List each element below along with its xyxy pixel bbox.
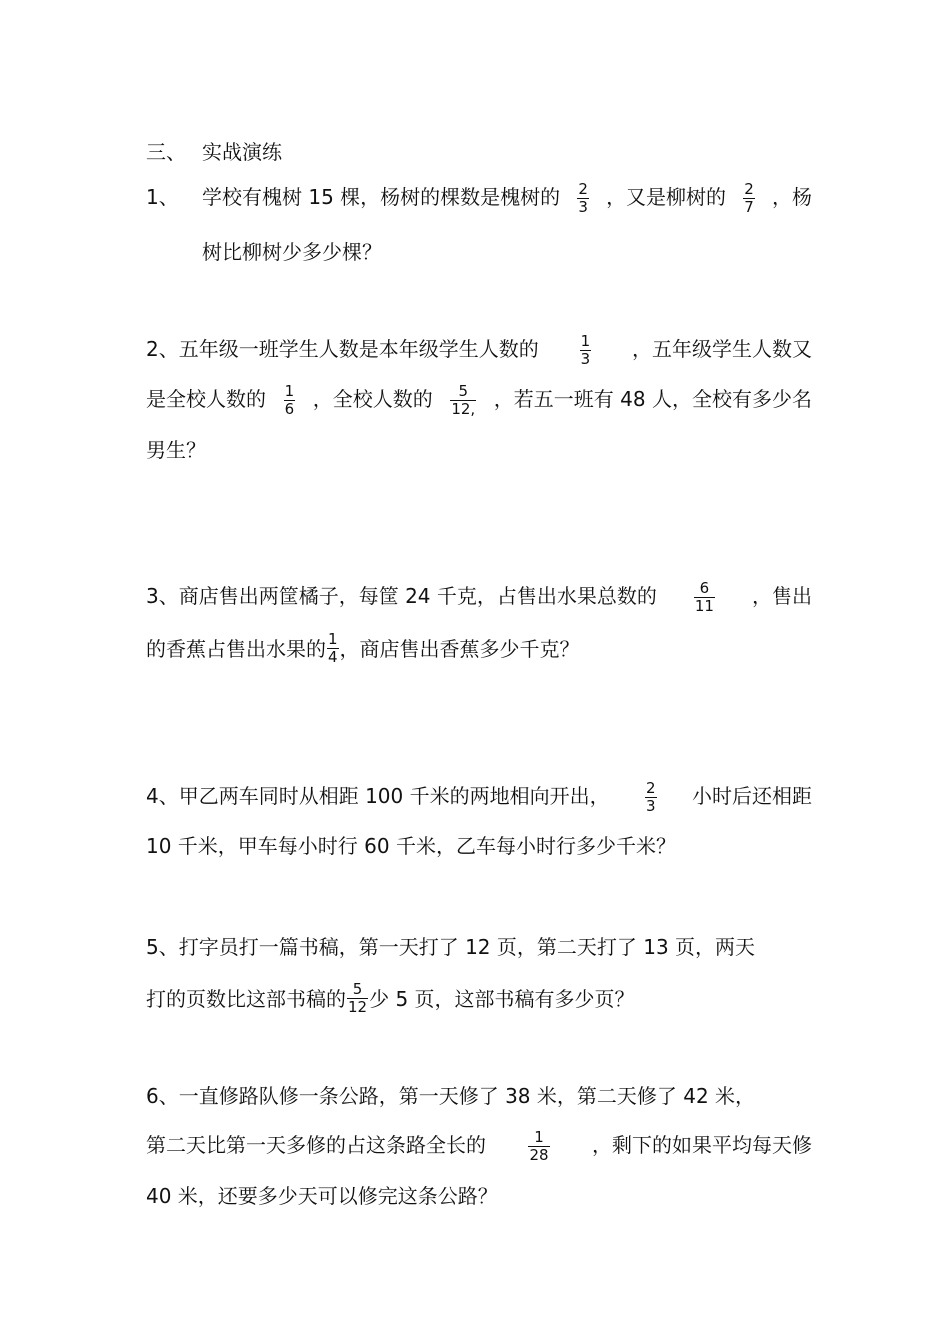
problem-6-line-2: [146, 1128, 812, 1166]
problem-4-fraction-1: $\frac{2}{3}$: [646, 779, 656, 815]
problem-5-line-2: [146, 980, 812, 1018]
problem-2-fraction-1: $\frac{1}{3}$: [580, 332, 591, 368]
problem-1-line-1: [202, 180, 812, 218]
problem-3-line-1: [146, 579, 812, 617]
problem-1-fraction-2: $\frac{2}{7}$: [744, 180, 754, 216]
problem-3-fraction-1: $\frac{6}{11}$: [694, 579, 714, 615]
problem-2-text-d: ，全校人数的: [312, 387, 433, 411]
problem-2-fraction-2: $\frac{1}{6}$: [284, 382, 295, 418]
problem-3-text-b: ，售出: [751, 584, 812, 608]
problem-6-text-a: 第二天比第一天多修的占这条路全长的: [146, 1133, 486, 1157]
problem-2-line-3: 男生？: [146, 438, 206, 462]
problem-6-fraction-1: $\frac{1}{28}$: [529, 1128, 549, 1164]
problem-1-text-a: 学校有槐树 15 棵，杨树的棵数是槐树的: [202, 185, 561, 209]
problem-2-fraction-3: $\frac{5}{12,}$: [451, 382, 476, 418]
problem-3-fraction-2: $\frac{1}{4}$: [328, 630, 338, 666]
problem-5-text-a: 打的页数比这部书稿的: [146, 987, 346, 1011]
problem-6-line-3: 40 米，还要多少天可以修完这条公路？: [146, 1184, 498, 1208]
problem-3-line-2: [146, 630, 812, 668]
problem-1-text-c: ，杨: [771, 185, 812, 209]
problem-5-fraction-1: $\frac{5}{12}$: [348, 980, 368, 1016]
problem-3-text-a: 3、商店售出两筐橘子，每筐 24 千克，占售出水果总数的: [146, 584, 657, 608]
problem-4-text-b: 小时后还相距: [691, 784, 812, 808]
problem-5-text-b: 少 5 页，这部书稿有多少页？: [369, 987, 635, 1011]
problem-5-line-1: 5、打字员打一篇书稿，第一天打了 12 页，第二天打了 13 页，两天: [146, 935, 756, 959]
problem-2-line-2: [146, 382, 812, 420]
problem-2-line-1: [146, 332, 812, 370]
problem-2-text-c: 是全校人数的: [146, 387, 266, 411]
problem-1-text-b: ，又是柳树的: [606, 185, 727, 209]
problem-6-text-b: ，剩下的如果平均每天修: [592, 1133, 812, 1157]
problem-4-text-a: 4、甲乙两车同时从相距 100 千米的两地相向开出，: [146, 784, 610, 808]
problem-1-line-2: 树比柳树少多少棵？: [202, 240, 382, 264]
problem-3-text-d: ，商店售出香蕉多少千克？: [339, 637, 580, 661]
problem-2-text-e: ，若五一班有 48 人，全校有多少名: [493, 387, 812, 411]
problem-4-line-1: [146, 779, 812, 817]
problem-2-text-b: ，五年级学生人数又: [632, 337, 812, 361]
problem-4-line-2: 10 千米，甲车每小时行 60 千米，乙车每小时行多少千米？: [146, 834, 676, 858]
problem-1-fraction-1: $\frac{2}{3}$: [578, 180, 588, 216]
problem-6-line-1: 6、一直修路队修一条公路，第一天修了 38 米，第二天修了 42 米，: [146, 1084, 756, 1108]
problem-3-text-c: 的香蕉占售出水果的: [146, 637, 326, 661]
problem-2-text-a: 2、五年级一班学生人数是本年级学生人数的: [146, 337, 539, 361]
section-number: 三、: [146, 140, 186, 164]
section-title: 实战演练: [202, 140, 282, 164]
problem-1-number: 1、: [146, 185, 179, 209]
